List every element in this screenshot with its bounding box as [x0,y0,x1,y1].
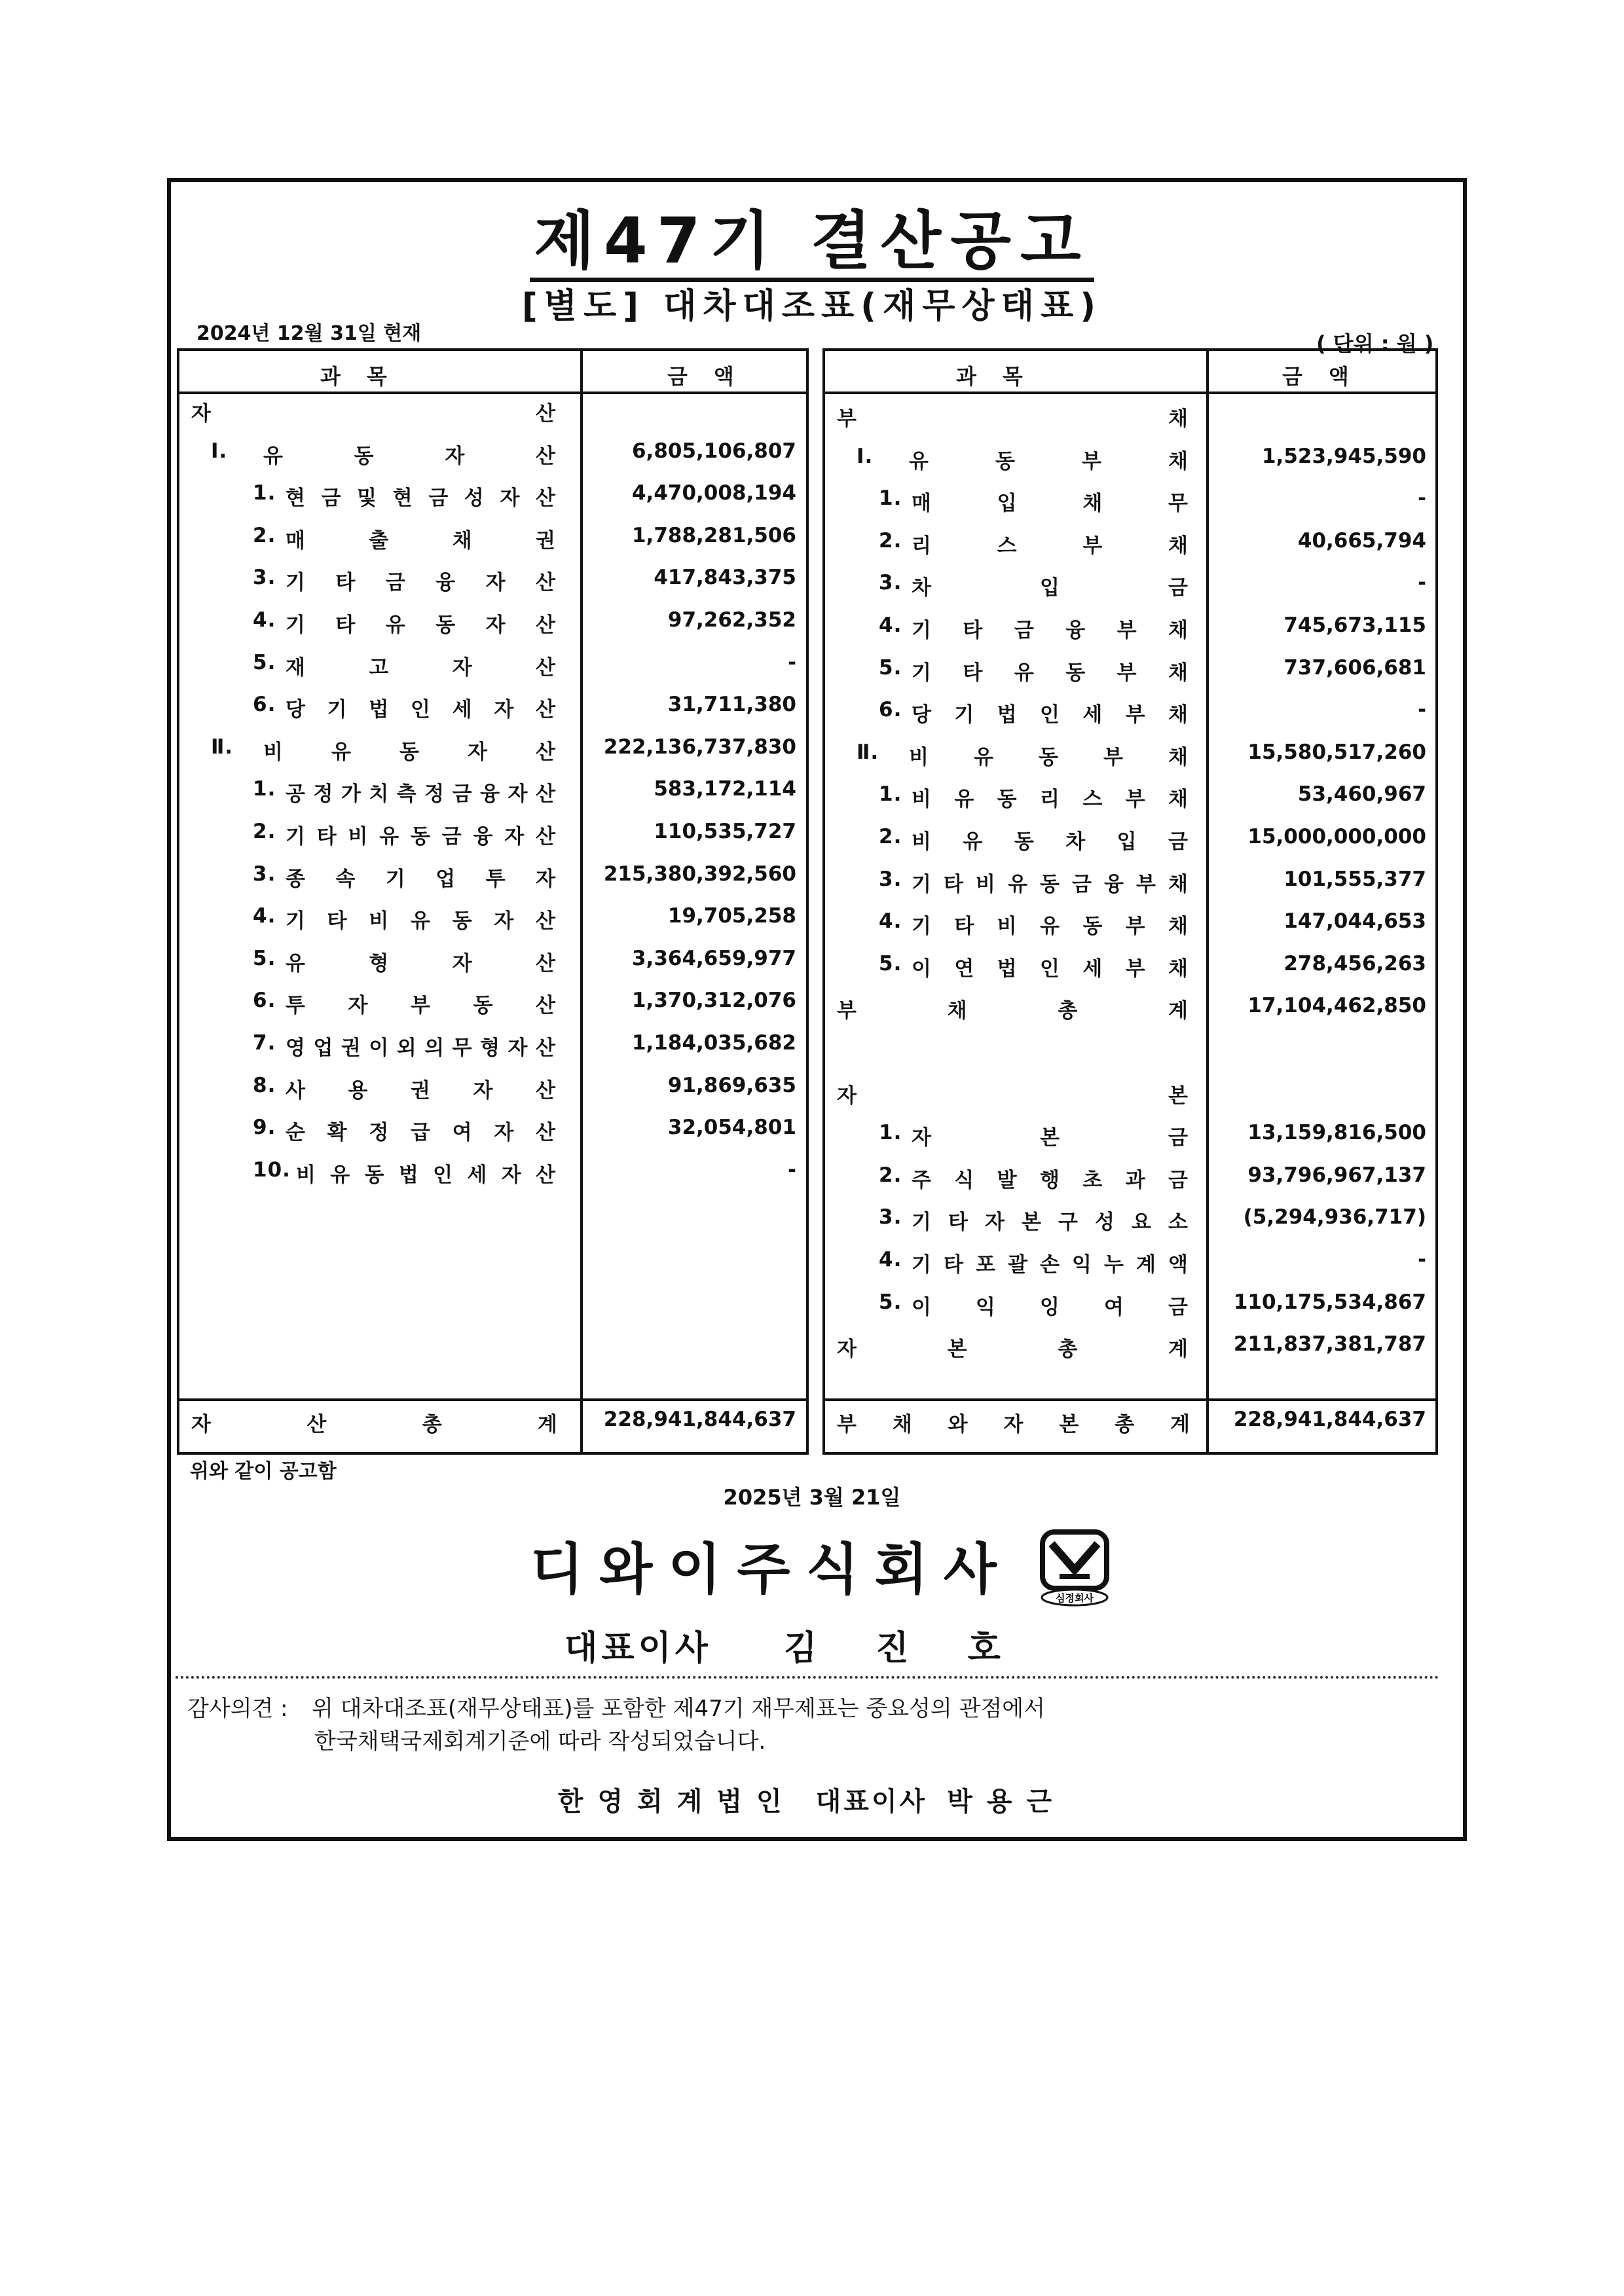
header-divider [825,392,1435,394]
liab-row: 5. 이 연 법 인 세 부 채 278,456,263 [879,951,1426,981]
total-divider [179,1398,806,1401]
liab-row: 4. 기 타 포 괄 손 익 누 계 액 - [879,1248,1426,1277]
asset-row: 5. 유 형 자 산 3,364,659,977 [253,946,796,975]
dotted-divider [175,1676,1439,1679]
asset-row: 4. 기 타 비 유 동 자 산 19,705,258 [253,904,796,934]
liab-amount: 1,523,945,590 [1261,444,1426,468]
liab-equity-total-amount: 228,941,844,637 [1233,1408,1426,1431]
liab-row: 1. 매 입 채 무 - [879,486,1426,516]
ceo-name: 김진호 [784,1628,1060,1668]
assets-total-label: 자 산 총 계 [191,1413,558,1436]
asset-row [179,397,808,435]
ceo-line [0,1620,1624,1669]
liab-row: 1. 자 본 금 13,159,816,500 [879,1121,1426,1150]
header-divider [179,392,806,394]
liab-amount: (5,294,936,717) [1243,1205,1426,1230]
liab-subject-header: 과목 [956,364,1049,389]
liab-amount: 53,460,967 [1297,782,1426,807]
total-divider [825,1398,1435,1401]
liab-row [825,402,1437,440]
liab-row: 1. 비 유 동 리 스 부 채 53,460,967 [879,782,1426,812]
asset-amount: 222,136,737,830 [603,735,796,759]
asset-amount: 1,370,312,076 [631,989,796,1013]
audit-opinion-line2: 한국채택국제회계기준에 따라 작성되었습니다. [314,1728,766,1755]
asset-amount: 3,364,659,977 [631,946,796,970]
liab-amount: - [1418,1248,1426,1271]
auditor-role: 대표이사 [815,1787,928,1817]
asset-amount: - [788,650,796,674]
asset-row: 2. 기 타 비 유 동 금 융 자 산 110,535,727 [253,820,796,848]
statement-subtitle: [별도] 대차대조표(재무상태표) [522,287,1102,326]
asset-amount: 583,172,114 [654,777,796,801]
liab-row: 4. 기 타 비 유 동 부 채 147,044,653 [879,909,1426,939]
asset-amount: 19,705,258 [667,904,796,928]
liab-amount: 40,665,794 [1297,528,1426,553]
liab-amount: 211,837,381,787 [1233,1332,1426,1357]
liab-row: 3. 기 타 비 유 동 금 융 부 채 101,555,377 [879,867,1426,896]
liab-row: 2. 주 식 발 행 초 과 금 93,796,967,137 [879,1163,1426,1192]
assets-total-amount: 228,941,844,637 [603,1408,796,1431]
assets-amount-header: 금액 [667,364,760,389]
liab-equity-total-label: 부 채 와 자 본 총 계 [837,1413,1190,1436]
liab-amount: 17,104,462,850 [1247,994,1426,1018]
asset-row: 8. 사 용 권 자 산 91,869,635 [253,1073,796,1102]
liab-row [825,1332,1437,1370]
liab-amount: 101,555,377 [1283,867,1426,891]
auditor-line [0,1781,1624,1818]
company-seal-icon [1039,1529,1111,1608]
liab-amount: 278,456,263 [1283,951,1426,975]
asset-row: 6. 당 기 법 인 세 자 산 31,711,380 [253,693,796,722]
assets-subject-header: 과목 [320,364,413,389]
liab-row: 4. 기 타 금 융 부 채 745,673,115 [879,613,1426,642]
liab-amount: 13,159,816,500 [1247,1121,1426,1145]
asset-row: 4. 기 타 유 동 자 산 97,262,352 [253,608,796,637]
unit-label: ( 단위 : 원 ) [1316,331,1434,356]
liab-amount: 110,175,534,867 [1233,1290,1426,1314]
asset-amount: 110,535,727 [654,820,796,843]
asset-row: 6. 투 자 부 동 산 1,370,312,076 [253,989,796,1018]
liab-row: 5. 기 타 유 동 부 채 737,606,681 [879,655,1426,685]
asset-amount: 215,380,392,560 [603,862,796,886]
asset-amount: 4,470,008,194 [631,481,796,505]
asset-row: 1. 현 금 및 현 금 성 자 산 4,470,008,194 [253,481,796,511]
liab-row: 3. 기 타 자 본 구 성 요 소 (5,294,936,717) [879,1205,1426,1235]
page-title: 제47기 결산공고 [0,191,1624,281]
liabilities-table [822,348,1438,1455]
liab-row: 2. 비 유 동 차 입 금 15,000,000,000 [879,825,1426,854]
liab-row: 5. 이 익 잉 여 금 110,175,534,867 [879,1290,1426,1319]
asset-row: 1. 공 정 가 치 측 정 금 융 자 산 583,172,114 [253,777,796,807]
liab-label: 자 본 [837,1084,1189,1108]
audit-opinion-line1: 위 대차대조표(재무상태표)를 포함한 제47기 재무제표는 중요성의 관점에서 [312,1696,1045,1722]
asset-amount: 1,184,035,682 [631,1031,796,1055]
liab-row [825,1036,1437,1074]
asset-row: 10. 비 유 동 법 인 세 자 산 - [253,1157,796,1187]
ceo-role: 대표이사 [564,1628,712,1668]
asset-label: 자 산 [191,402,556,426]
asset-amount: 97,262,352 [667,608,796,632]
notice-text: 위와 같이 공고함 [190,1460,337,1483]
asset-amount: 31,711,380 [667,693,796,717]
asset-amount: 417,843,375 [654,566,796,590]
liab-amount: 15,580,517,260 [1247,740,1426,764]
liab-amount: 147,044,653 [1283,909,1426,934]
liab-amount-header: 금액 [1282,364,1375,389]
auditor-firm: 한영회계법인 [557,1787,796,1817]
liab-amount: 15,000,000,000 [1247,825,1426,848]
publication-date: 2025년 3월 21일 [723,1485,901,1510]
company-name: 디와이주식회사 [530,1537,1013,1601]
liab-amount: 745,673,115 [1283,613,1426,637]
liab-row: 3. 차 입 금 - [879,571,1426,600]
asset-row: 3. 기 타 금 융 자 산 417,843,375 [253,566,796,595]
liab-amount: - [1418,486,1426,511]
asset-amount: 91,869,635 [667,1073,796,1097]
liab-row: Ⅰ. 유 동 부 채 1,523,945,590 [857,444,1426,473]
liab-row: 6. 당 기 법 인 세 부 채 - [879,698,1426,727]
svg-text:심정회사: 심정회사 [1056,1592,1094,1604]
liab-label: 부 채 총 계 [837,999,1189,1023]
audit-opinion-label: 감사의견 : [187,1696,288,1722]
auditor-name: 박용근 [947,1787,1067,1817]
liab-amount: - [1418,571,1426,595]
asset-amount: 1,788,281,506 [631,523,796,547]
assets-table [177,348,809,1455]
as-of-date: 2024년 12월 31일 현재 [196,322,422,345]
asset-row: Ⅰ. 유 동 자 산 6,805,106,807 [211,439,796,468]
asset-amount: - [788,1157,796,1182]
asset-row: 9. 순 확 정 급 여 자 산 32,054,801 [253,1116,796,1145]
asset-row: 5. 재 고 자 산 - [253,650,796,680]
liab-label: 부 채 [837,407,1189,431]
asset-row: 3. 종 속 기 업 투 자 215,380,392,560 [253,862,796,891]
liab-label: 자 본 총 계 [837,1338,1189,1362]
liab-row [825,1079,1437,1117]
liab-row: Ⅱ. 비 유 동 부 채 15,580,517,260 [857,740,1426,769]
liab-row [825,994,1437,1032]
asset-row: 7. 영 업 권 이 외 의 무 형 자 산 1,184,035,682 [253,1031,796,1060]
liab-amount: 737,606,681 [1283,655,1426,680]
liab-amount: 93,796,967,137 [1247,1163,1426,1187]
liab-amount: - [1418,698,1426,722]
liab-row: 2. 리 스 부 채 40,665,794 [879,528,1426,558]
asset-row: 2. 매 출 채 권 1,788,281,506 [253,523,796,553]
asset-amount: 6,805,106,807 [631,439,796,463]
asset-row: Ⅱ. 비 유 동 자 산 222,136,737,830 [211,735,796,764]
asset-amount: 32,054,801 [667,1116,796,1140]
